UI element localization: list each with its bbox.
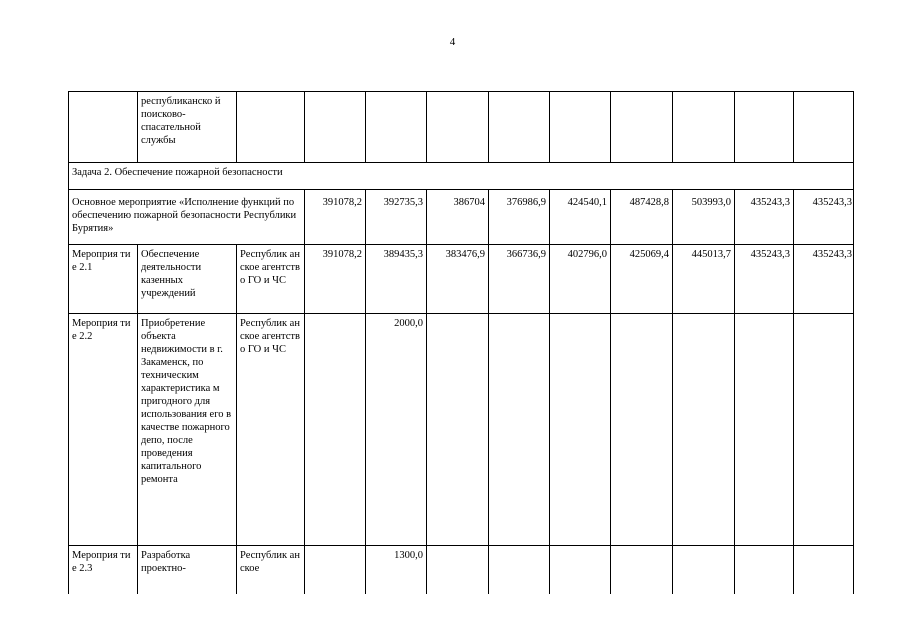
value-cell (673, 546, 735, 595)
value-cell: 445013,7 (673, 245, 735, 314)
value-cell (550, 546, 611, 595)
value-cell (550, 314, 611, 546)
activity-code: Мероприя тие 2.1 (69, 245, 138, 314)
table-row (69, 546, 855, 595)
value-cell: 376986,9 (489, 190, 550, 245)
value-cell (735, 314, 794, 546)
continuation-row (69, 92, 855, 163)
value-cell: 503993,0 (673, 190, 735, 245)
value-cell (305, 314, 366, 546)
value-cell: 392735,3 (366, 190, 427, 245)
cell-executor (237, 92, 305, 163)
activity-executor: Республик анское агентство ГО и ЧС (237, 314, 305, 546)
value-cell: 391078,2 (305, 190, 366, 245)
value-cell (735, 546, 794, 595)
activity-code: Мероприя тие 2.3 (69, 546, 138, 595)
cell-code (69, 92, 138, 163)
value-cell: 1300,0 (366, 546, 427, 595)
value-cell: 487428,8 (611, 190, 673, 245)
value-cell (489, 546, 550, 595)
budget-table-frame (68, 91, 854, 594)
value-cell: 383476,9 (427, 245, 489, 314)
page-number: 4 (449, 36, 456, 48)
value-cell: 435243,3 (735, 190, 794, 245)
value-cell (673, 314, 735, 546)
value-cell: 389435,3 (366, 245, 427, 314)
task-title: Задача 2. Обеспечение пожарной безопасности (69, 163, 855, 190)
main-activity-row (69, 190, 855, 245)
value-cell: 386704 (427, 190, 489, 245)
activity-name: Обеспечение деятельности казенных учреждений (138, 245, 237, 314)
activity-code: Мероприя тие 2.2 (69, 314, 138, 546)
value-cell (611, 546, 673, 595)
cell-name: республиканско й поисково-спасательной службы (138, 92, 237, 163)
value-cell: 402796,0 (550, 245, 611, 314)
value-cell: 425069,4 (611, 245, 673, 314)
budget-table (68, 91, 854, 594)
table-row (69, 314, 855, 546)
value-cell (794, 314, 855, 546)
value-cell (427, 314, 489, 546)
value-cell (489, 314, 550, 546)
value-cell (427, 546, 489, 595)
main-activity-title: Основное мероприятие «Исполнение функций по обеспечению пожарной безопасности Республики Бурятия» (69, 190, 305, 245)
value-cell: 366736,9 (489, 245, 550, 314)
table-row (69, 245, 855, 314)
activity-name: Разработка проектно- (138, 546, 237, 595)
activity-name: Приобретение объекта недвижимости в г. Закаменск, по техническим характеристика м пригодного для использования его в качестве пожарного депо, после проведения капитального ремонта (138, 314, 237, 546)
value-cell (305, 546, 366, 595)
task-row (69, 163, 855, 190)
value-cell: 435243,3 (794, 190, 855, 245)
activity-executor: Республик анское (237, 546, 305, 595)
value-cell: 435243,3 (735, 245, 794, 314)
value-cell: 2000,0 (366, 314, 427, 546)
value-cell: 391078,2 (305, 245, 366, 314)
value-cell (611, 314, 673, 546)
value-cell: 435243,3 (794, 245, 855, 314)
value-cell (794, 546, 855, 595)
activity-executor: Республик анское агентство ГО и ЧС (237, 245, 305, 314)
value-cell: 424540,1 (550, 190, 611, 245)
